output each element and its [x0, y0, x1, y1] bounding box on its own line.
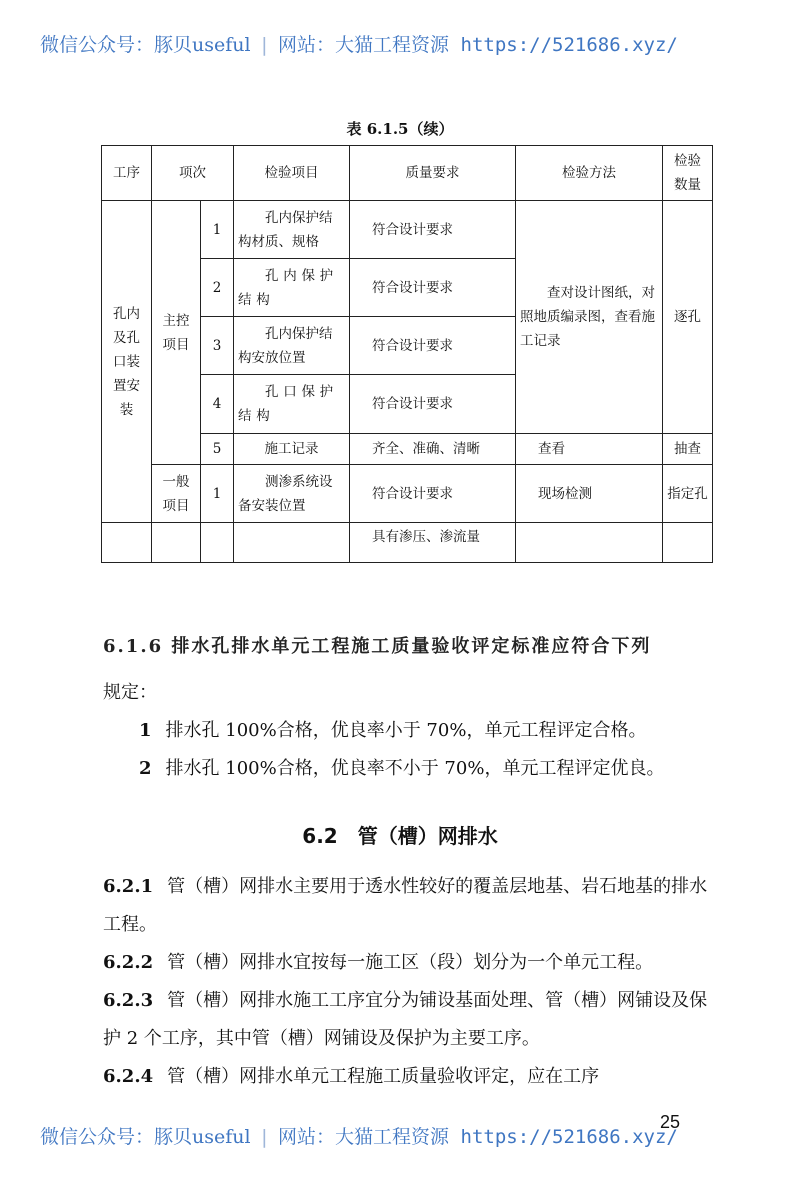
watermark-site-label: 网站：大猫工程资源 [278, 34, 450, 56]
row-no: 1 [201, 465, 234, 523]
row-no: 4 [201, 375, 234, 434]
row-requirement: 符合设计要求 [350, 317, 516, 375]
header-inspection-quantity: 检验数量 [663, 146, 713, 201]
row-requirement: 符合设计要求 [350, 259, 516, 317]
row-item: 孔内保护结构材质、规格 [234, 201, 350, 259]
clipped-line-text: 6.1.6 排水孔排水单元工程施工质量验收评定标准应符合下列 [103, 636, 652, 657]
clause [103, 982, 711, 1058]
clause-text: 管（槽）网排水施工工序宜分为铺设基面处理、管（槽）网铺设及保护 2 个工序，其中管（槽）网铺设及保护为主要工序。 [103, 990, 708, 1049]
watermark-top [40, 30, 770, 57]
row-no: 1 [201, 201, 234, 259]
group-general: 一般项目 [152, 465, 201, 523]
rule-text: 排水孔 100%合格，优良率小于 70%，单元工程评定合格。 [165, 720, 647, 741]
watermark-url: https://521686.xyz/ [460, 34, 678, 56]
rule-item [103, 750, 711, 788]
table-row [102, 201, 713, 259]
clause [103, 944, 711, 982]
watermark-separator: | [258, 1126, 271, 1148]
rule-number: 2 [139, 758, 152, 779]
row-no: 5 [201, 434, 234, 465]
clause-number: 6.2.1 [103, 876, 154, 897]
page-number: 25 [660, 1112, 681, 1132]
clipped-cell [234, 523, 350, 563]
row-requirement: 符合设计要求 [350, 375, 516, 434]
row-requirement: 齐全、准确、清晰 [350, 434, 516, 465]
table-caption: 表 6.1.5（续） [346, 120, 454, 138]
shared-quantity: 逐孔 [663, 201, 713, 434]
table-row-clipped [102, 523, 713, 563]
inspection-table-container [101, 145, 712, 545]
clause-text: 管（槽）网排水主要用于透水性较好的覆盖层地基、岩石地基的排水工程。 [103, 876, 708, 935]
watermark-separator: | [258, 34, 271, 56]
row-item: 测渗系统设备安装位置 [234, 465, 350, 523]
clauses [103, 868, 711, 1096]
header-quality-requirement: 质量要求 [350, 146, 516, 201]
clipped-cell [201, 523, 234, 563]
rule-number: 1 [139, 720, 152, 741]
header-inspection-item: 检验项目 [234, 146, 350, 201]
watermark-bottom [40, 1122, 770, 1149]
clause-text: 管（槽）网排水单元工程施工质量验收评定，应在工序 [167, 1066, 600, 1087]
watermark-url: https://521686.xyz/ [460, 1126, 678, 1148]
group-main-control: 主控项目 [152, 201, 201, 465]
table-row [102, 465, 713, 523]
row-item: 孔内保护结构 [234, 259, 350, 317]
watermark-wechat: 微信公众号：豚贝useful [40, 1126, 251, 1148]
row-item: 孔内保护结构安放位置 [234, 317, 350, 375]
clipped-cell [152, 523, 201, 563]
clipped-text-line [103, 636, 711, 657]
clipped-cell [663, 523, 713, 563]
clipped-cell [102, 523, 152, 563]
row-no: 2 [201, 259, 234, 317]
clause-number: 6.2.3 [103, 990, 154, 1011]
row-method: 现场检测 [516, 465, 663, 523]
rule-text: 排水孔 100%合格，优良率不小于 70%，单元工程评定优良。 [165, 758, 665, 779]
row-item: 施工记录 [234, 434, 350, 465]
row-quantity: 抽查 [663, 434, 713, 465]
row-item: 孔口保护结构 [234, 375, 350, 434]
clipped-cell [516, 523, 663, 563]
table-header-row [102, 146, 713, 201]
header-inspection-method: 检验方法 [516, 146, 663, 201]
clipped-requirement: 具有渗压、渗流量 [350, 523, 516, 563]
section-title: 6.2 管（槽）网排水 [302, 824, 498, 848]
row-requirement: 符合设计要求 [350, 201, 516, 259]
header-process: 工序 [102, 146, 152, 201]
header-item-no: 项次 [152, 146, 234, 201]
grading-rules [103, 674, 711, 788]
clause-number: 6.2.4 [103, 1066, 154, 1087]
clause [103, 1058, 711, 1096]
shared-method: 查对设计图纸，对照地质编录图，查看施工记录 [516, 201, 663, 434]
row-method: 查看 [516, 434, 663, 465]
clause-number: 6.2.2 [103, 952, 154, 973]
row-requirement: 符合设计要求 [350, 465, 516, 523]
rules-intro: 规定： [103, 682, 157, 703]
watermark-wechat: 微信公众号：豚贝useful [40, 34, 251, 56]
clause-text: 管（槽）网排水宜按每一施工区（段）划分为一个单元工程。 [167, 952, 654, 973]
row-quantity: 指定孔 [663, 465, 713, 523]
clause [103, 868, 711, 944]
watermark-site-label: 网站：大猫工程资源 [278, 1126, 450, 1148]
rule-item [103, 712, 711, 750]
inspection-table [101, 145, 713, 563]
process-cell: 孔内及孔口装置安装 [102, 201, 152, 523]
row-no: 3 [201, 317, 234, 375]
